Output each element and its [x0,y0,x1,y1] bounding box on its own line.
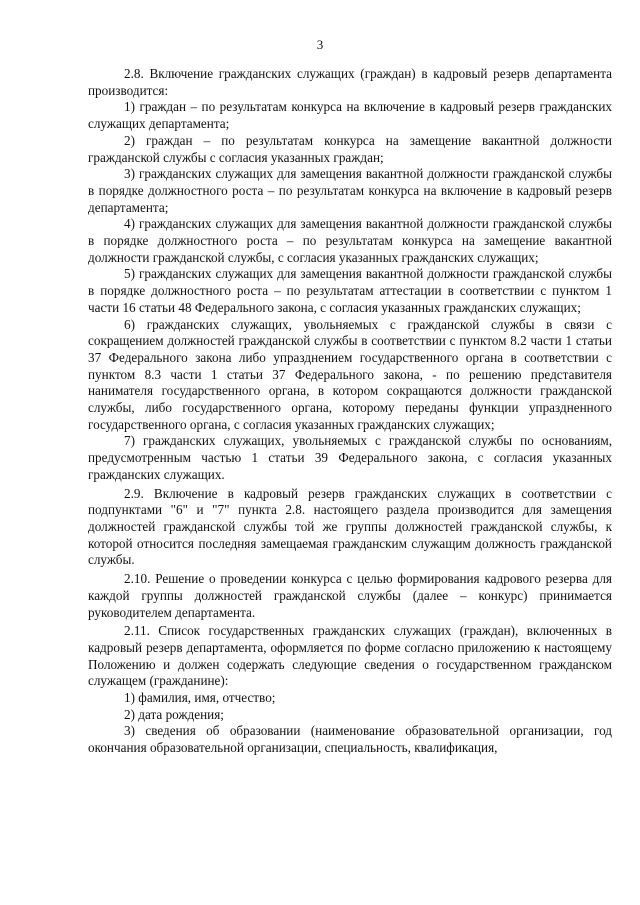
paragraph: 3) сведения об образовании (наименование образовательной организации, год окончания образовательной организации, специальность, квалификация, [88,723,612,756]
paragraph: 2.8. Включение гражданских служащих (граждан) в кадровый резерв департамента производится: [88,66,612,98]
paragraph: 2.9. Включение в кадровый резерв гражданских служащих в соответствии с подпунктами "6" и "7" пункта 2.8. настоящего раздела производится для замещения должностей гражданской службы той же группы должностей гражданской службы, к которой относится последняя замещаемая гражданским служащим должность гражданской службы. [88,485,612,568]
paragraph: 2.11. Список государственных гражданских служащих (граждан), включенных в кадровый резерв департамента, оформляется по форме согласно приложению к настоящему Положению и должен содержать следующие сведения о государственном гражданском служащем (гражданине): [88,623,612,689]
paragraph: 4) гражданских служащих для замещения вакантной должности гражданской службы в порядке должностного роста – по результатам конкурса на замещение вакантной должности гражданской службы, с согласия указанных гражданских служащих; [88,216,612,265]
document-body [88,66,612,757]
paragraph: 1) граждан – по результатам конкурса на включение в кадровый резерв гражданских служащих департамента; [88,99,612,132]
paragraph: 5) гражданских служащих для замещения вакантной должности гражданской службы в порядке должностного роста – по результатам аттестации в соответствии с пунктом 1 части 16 статьи 48 Федерального закона, с согласия указанных гражданских служащих; [88,266,612,315]
paragraph: 2) дата рождения; [124,706,224,722]
paragraph: 2) граждан – по результатам конкурса на замещение вакантной должности гражданской службы с согласия указанных граждан; [88,132,612,165]
page-number: 3 [316,37,324,52]
paragraph: 6) гражданских служащих, увольняемых с гражданской службы в связи с сокращением должностей гражданской службы в соответствии с пунктом 8.2 части 1 статьи 37 Федерального закона либо упразднением государственного органа в соответствии с пунктом 8.3 части 1 статьи 37 Федерального закона, - по решению представителя нанимателя государственного органа, в котором сокращаются должности гражданской службы, либо государственного органа, которому переданы функции упраздненного государственного органа, с согласия указанных гражданских служащих; [88,316,612,432]
paragraph: 1) фамилия, имя, отчество; [124,690,276,706]
paragraph: 7) гражданских служащих, увольняемых с гражданской службы по основаниям, предусмотренным частью 1 статьи 39 Федерального закона, с согласия указанных гражданских служащих. [88,433,612,482]
paragraph: 2.10. Решение о проведении конкурса с целью формирования кадрового резерва для каждой группы должностей гражданской службы (далее – конкурс) принимается руководителем департамента. [88,571,612,620]
paragraph: 3) гражданских служащих для замещения вакантной должности гражданской службы в порядке должностного роста – по результатам конкурса на включение в кадровый резерв департамента; [88,166,612,215]
